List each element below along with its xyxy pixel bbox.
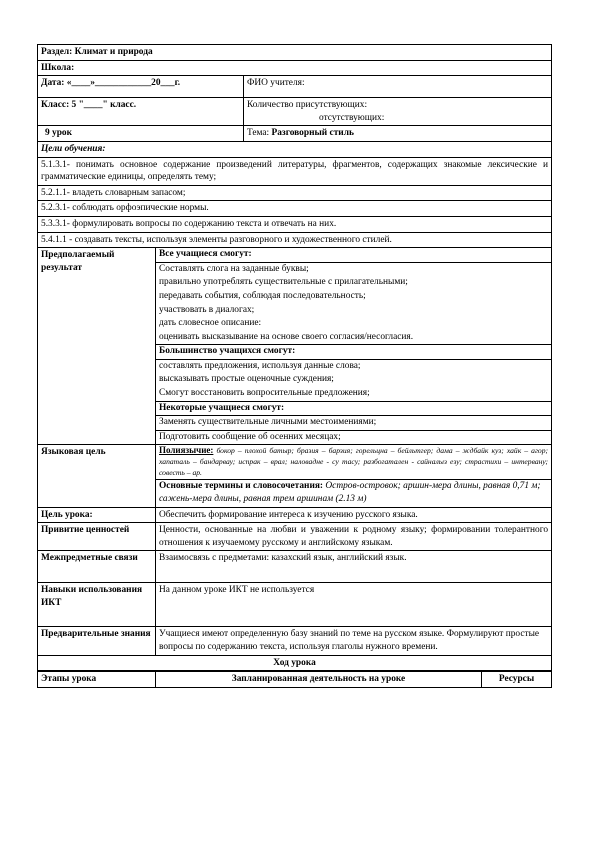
prior-knowledge-row bbox=[38, 627, 552, 655]
all-students-title: Все учащиеся смогут: bbox=[156, 248, 551, 263]
teacher-label: ФИО учителя: bbox=[247, 78, 305, 89]
most-students-item: Смогут восстановить вопросительные предложения; bbox=[156, 387, 551, 402]
lesson-goal-value: Обеспечить формирование интереса к изучению русского языка. bbox=[156, 507, 552, 523]
most-students-item: высказывать простые оценочные суждения; bbox=[159, 374, 334, 385]
expected-result-label: Предполагаемый результат bbox=[41, 250, 115, 273]
most-students-item: составлять предложения, используя данные слова; bbox=[159, 360, 361, 371]
objective-item: 5.2.3.1- соблюдать орфоэпические нормы. bbox=[38, 201, 552, 217]
objective-row bbox=[38, 216, 552, 232]
date-row bbox=[38, 76, 552, 98]
objective-item: 5.1.3.1- понимать основное содержание произведений литературы, фрагментов, содержащих знакомые лексические и грамматические единицы, определять тему; bbox=[38, 157, 552, 185]
present-label: Количество присутствующих: bbox=[247, 100, 368, 111]
cross-curricular-row bbox=[38, 551, 552, 583]
objectives-title-row bbox=[38, 141, 552, 157]
all-students-item: правильно употреблять существительные с прилагательными; bbox=[159, 277, 408, 288]
topic-value: Разговорный стиль bbox=[271, 128, 354, 139]
ict-row bbox=[38, 583, 552, 627]
section-row bbox=[38, 45, 552, 61]
all-students-item: оценивать высказывание на основе своего согласия/несогласия. bbox=[156, 331, 551, 346]
language-goal-row bbox=[38, 445, 552, 507]
cross-curricular-label: Межпредметные связи bbox=[41, 553, 138, 564]
objectives-title: Цели обучения: bbox=[41, 143, 106, 154]
class-row bbox=[38, 98, 552, 126]
school-row bbox=[38, 60, 552, 76]
column-header-resources: Ресурсы bbox=[498, 674, 535, 685]
objective-row bbox=[38, 185, 552, 201]
all-students-item: передавать события, соблюдая последовательность; bbox=[159, 290, 366, 301]
some-students-item: Заменять существительные личными местоимениями; bbox=[156, 416, 551, 431]
values-label: Привитие ценностей bbox=[41, 525, 130, 536]
prior-knowledge-label: Предварительные знания bbox=[41, 629, 151, 640]
lesson-plan-document bbox=[37, 44, 551, 688]
values-row bbox=[38, 523, 552, 551]
absent-label: отсутствующих: bbox=[319, 112, 385, 123]
lesson-goal-label: Цель урока: bbox=[41, 509, 93, 520]
objective-item: 5.3.3.1- формулировать вопросы по содержанию текста и отвечать на них. bbox=[38, 216, 552, 232]
class-field: Класс: 5 "____" класс. bbox=[41, 100, 137, 111]
key-terms-title: Основные термины и словосочетания: bbox=[159, 481, 324, 492]
objective-row bbox=[38, 232, 552, 248]
lesson-plan-table bbox=[37, 44, 552, 688]
school-label: Школа: bbox=[41, 62, 75, 73]
ict-label: Навыки использования ИКТ bbox=[41, 585, 143, 608]
ict-text: На данном уроке ИКТ не используется bbox=[156, 583, 552, 627]
polylingual-title: Полиязычие: bbox=[159, 445, 214, 456]
date-field: Дата: «____»____________20___г. bbox=[41, 78, 181, 89]
key-terms-text: Остров-островок; аршин-мера длины, равная 0,71 м; сажень-мера длины, равная трем аршинам (2.13 м) bbox=[159, 481, 541, 505]
cross-curricular-text: Взаимосвязь с предметами: казахский язык, английский язык. bbox=[156, 551, 552, 583]
lesson-goal-row bbox=[38, 507, 552, 523]
course-header-row bbox=[38, 671, 552, 687]
prior-knowledge-text: Учащиеся имеют определенную базу знаний по теме на русском языке. Формулируют простые вопросы по содержанию текста, используя глаголы нужного времени. bbox=[156, 627, 552, 655]
some-students-title: Некоторые учащиеся смогут: bbox=[156, 402, 551, 417]
objective-row bbox=[38, 157, 552, 185]
all-students-item: дать словесное описание: bbox=[159, 318, 262, 329]
language-goal-label: Языковая цель bbox=[41, 447, 106, 458]
course-title: Ход урока bbox=[273, 657, 316, 668]
section-value: Климат и природа bbox=[74, 47, 153, 57]
some-students-item: Подготовить сообщение об осенних месяцах; bbox=[159, 431, 341, 442]
course-title-row bbox=[38, 655, 552, 671]
expected-result-row bbox=[38, 248, 552, 445]
topic-label: Тема: bbox=[247, 128, 270, 139]
objective-item: 5.2.1.1- владеть словарным запасом; bbox=[38, 185, 552, 201]
column-header-stages: Этапы урока bbox=[41, 674, 97, 685]
objective-row bbox=[38, 201, 552, 217]
column-header-planned-activity: Запланированная деятельность на уроке bbox=[231, 674, 406, 685]
lesson-number: 9 урок bbox=[45, 128, 73, 139]
lesson-row bbox=[38, 126, 552, 142]
values-text: Ценности, основанные на любви и уважении к родному языку; формировании толерантного отношения к изучаемому русскому и английскому языкам. bbox=[156, 523, 552, 551]
objective-item: 5.4.1.1 - создавать тексты, используя элементы разговорного и художественного стилей. bbox=[38, 232, 552, 248]
all-students-item: Составлять слога на заданные буквы; bbox=[159, 263, 309, 274]
polylingual-vocab: бокор – плохой батыр; бразия – барзия; горельцна – бейльтгер; дама – ждбайк куз; хайк – агор; хапаталь – бандарвау; испрак – врал; наловадне - су тасу; разбогатален - сайналыз езу; страстихи – интервану; совесть – ар. bbox=[159, 446, 549, 478]
all-students-item: участвовать в диалогах; bbox=[159, 304, 255, 315]
section-label: Раздел: bbox=[41, 47, 73, 57]
most-students-title: Большинство учащихся смогут: bbox=[156, 345, 551, 360]
